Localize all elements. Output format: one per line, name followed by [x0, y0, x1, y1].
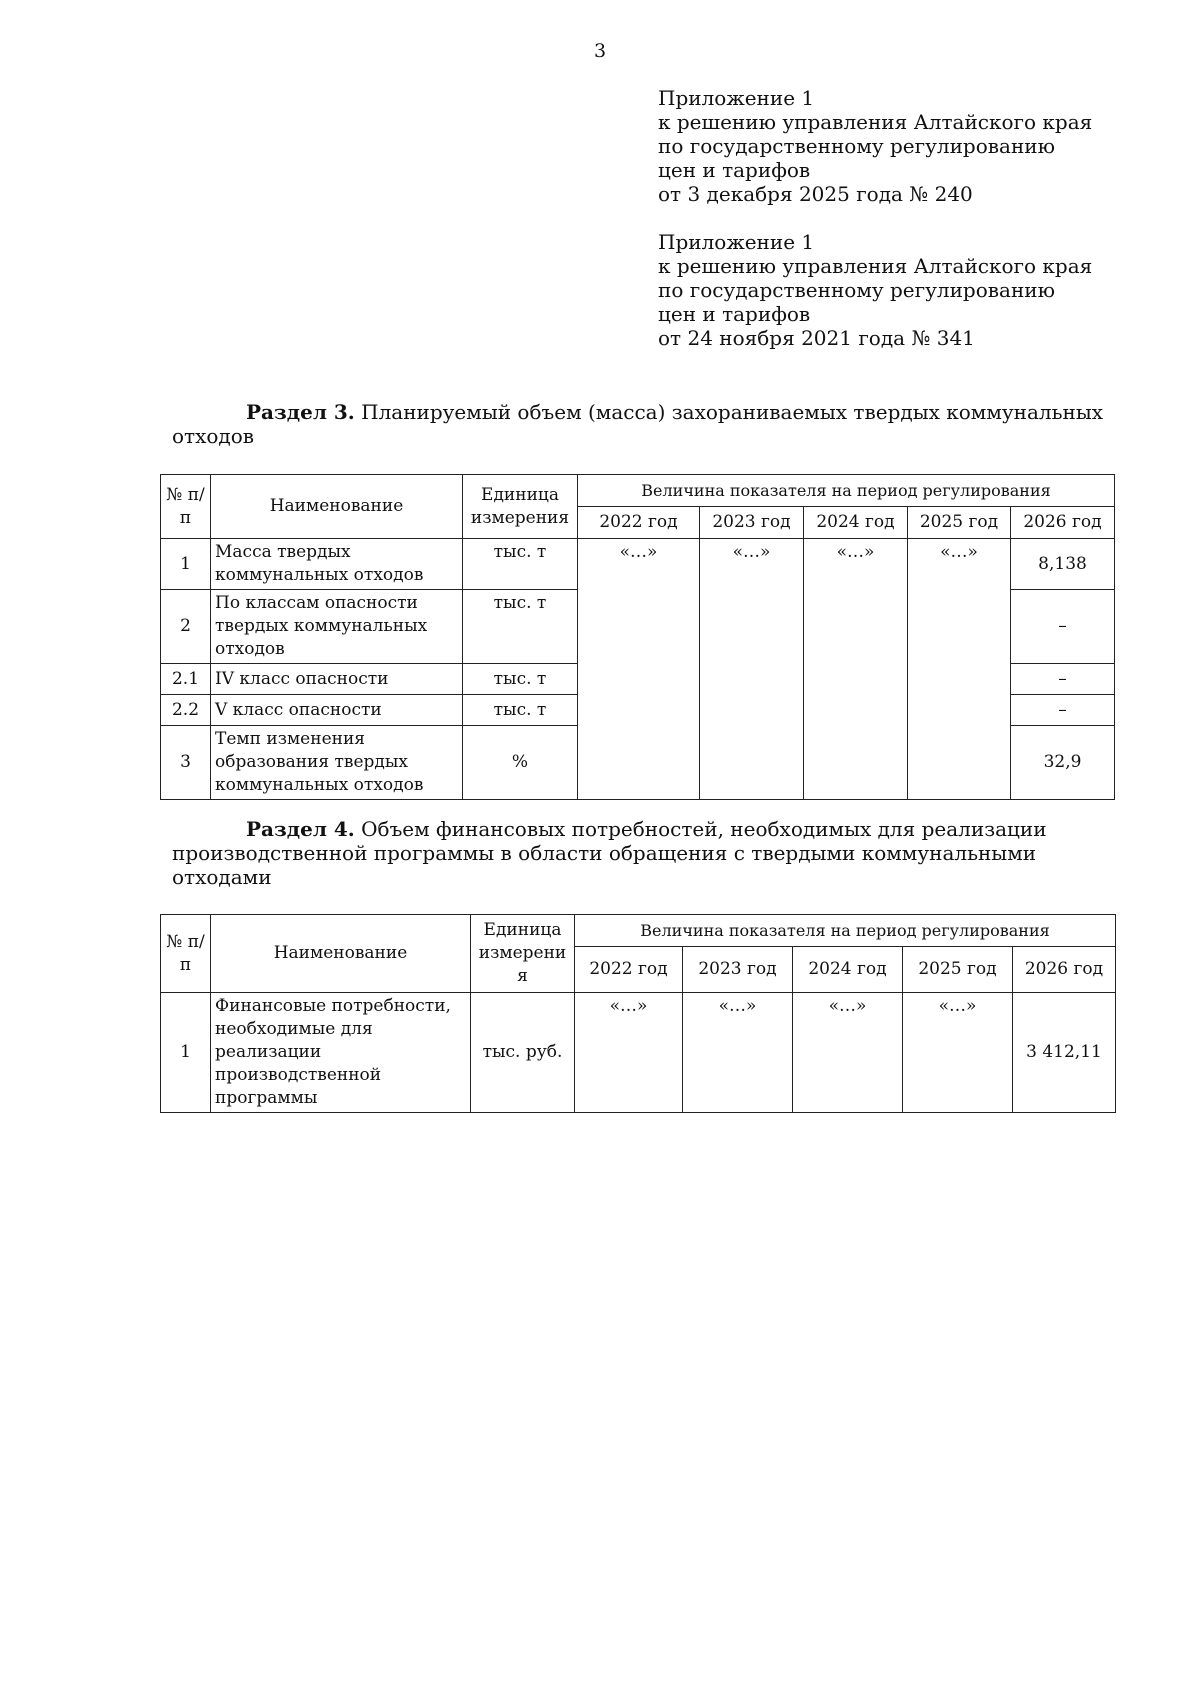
appendix-line: к решению управления Алтайского края	[658, 254, 1093, 278]
appendix-line: цен и тарифов	[658, 158, 811, 182]
row-unit: тыс. т	[463, 664, 578, 695]
table-row	[161, 539, 1115, 590]
section4-heading	[172, 817, 1116, 889]
appendix-line: по государственному регулированию	[658, 134, 1056, 158]
table-row	[161, 993, 1116, 1113]
row-number: 3	[161, 726, 211, 800]
appendix-line: по государственному регулированию	[658, 278, 1056, 302]
value-2026: –	[1011, 664, 1115, 695]
appendix-line: Приложение 1	[658, 86, 815, 110]
value-2024: «…»	[804, 539, 908, 800]
row-unit: тыс. т	[463, 695, 578, 726]
header-year: 2026 год	[1013, 947, 1116, 993]
value-2022: «…»	[578, 539, 700, 800]
value-2022: «…»	[575, 993, 683, 1113]
section4-table	[160, 914, 1116, 1113]
section3-table	[160, 474, 1115, 800]
appendix-line: от 24 ноября 2021 года № 341	[658, 326, 975, 350]
header-unit: Единица измерения	[463, 475, 578, 539]
section4-title: Объем финансовых потребностей, необходимых для реализации	[361, 817, 1047, 841]
header-name: Наименование	[211, 915, 471, 993]
appendix-current-decision	[658, 86, 1092, 206]
header-year: 2023 год	[700, 507, 804, 539]
row-number: 1	[161, 993, 211, 1113]
header-year: 2024 год	[793, 947, 903, 993]
value-2025: «…»	[903, 993, 1013, 1113]
page-number: 3	[593, 40, 607, 62]
value-2026: 3 412,11	[1013, 993, 1116, 1113]
row-unit: тыс. т	[463, 539, 578, 590]
section3-label: Раздел 3.	[246, 400, 355, 424]
header-unit: Единица измерени я	[471, 915, 575, 993]
appendix-line: к решению управления Алтайского края	[658, 110, 1093, 134]
section3-title: Планируемый объем (масса) захораниваемых твердых коммунальных	[361, 400, 1104, 424]
row-name: Темп изменения образования твердых коммунальных отходов	[211, 726, 463, 800]
header-year: 2023 год	[683, 947, 793, 993]
row-unit: %	[463, 726, 578, 800]
row-unit: тыс. руб.	[471, 993, 575, 1113]
header-year: 2026 год	[1011, 507, 1115, 539]
value-2026: 32,9	[1011, 726, 1115, 800]
value-2025: «…»	[908, 539, 1011, 800]
header-year: 2022 год	[578, 507, 700, 539]
header-year: 2024 год	[804, 507, 908, 539]
value-2026: –	[1011, 590, 1115, 664]
header-year: 2025 год	[908, 507, 1011, 539]
appendix-line: цен и тарифов	[658, 302, 811, 326]
row-number: 1	[161, 539, 211, 590]
value-2023: «…»	[700, 539, 804, 800]
section4-label: Раздел 4.	[246, 817, 355, 841]
header-number: № п/ п	[161, 915, 211, 993]
row-number: 2	[161, 590, 211, 664]
row-name: Финансовые потребности, необходимые для реализации производственной программы	[211, 993, 471, 1113]
row-name: По классам опасности твердых коммунальных отходов	[211, 590, 463, 664]
value-2026: 8,138	[1011, 539, 1115, 590]
value-2023: «…»	[683, 993, 793, 1113]
row-name: V класс опасности	[211, 695, 463, 726]
appendix-line: от 3 декабря 2025 года № 240	[658, 182, 973, 206]
header-number: № п/п	[161, 475, 211, 539]
value-2024: «…»	[793, 993, 903, 1113]
row-unit: тыс. т	[463, 590, 578, 664]
header-name: Наименование	[211, 475, 463, 539]
row-name: Масса твердых коммунальных отходов	[211, 539, 463, 590]
header-year: 2022 год	[575, 947, 683, 993]
appendix-original-decision	[658, 230, 1092, 350]
section3-heading	[172, 400, 1116, 448]
header-period: Величина показателя на период регулирования	[575, 915, 1116, 947]
row-name: IV класс опасности	[211, 664, 463, 695]
row-number: 2.1	[161, 664, 211, 695]
section3-title-cont: отходов	[172, 424, 255, 448]
header-period: Величина показателя на период регулирования	[578, 475, 1115, 507]
section4-title-cont: отходами	[172, 865, 272, 889]
row-number: 2.2	[161, 695, 211, 726]
header-year: 2025 год	[903, 947, 1013, 993]
section4-title-cont: производственной программы в области обращения с твердыми коммунальными	[172, 841, 1037, 865]
appendix-line: Приложение 1	[658, 230, 815, 254]
value-2026: –	[1011, 695, 1115, 726]
